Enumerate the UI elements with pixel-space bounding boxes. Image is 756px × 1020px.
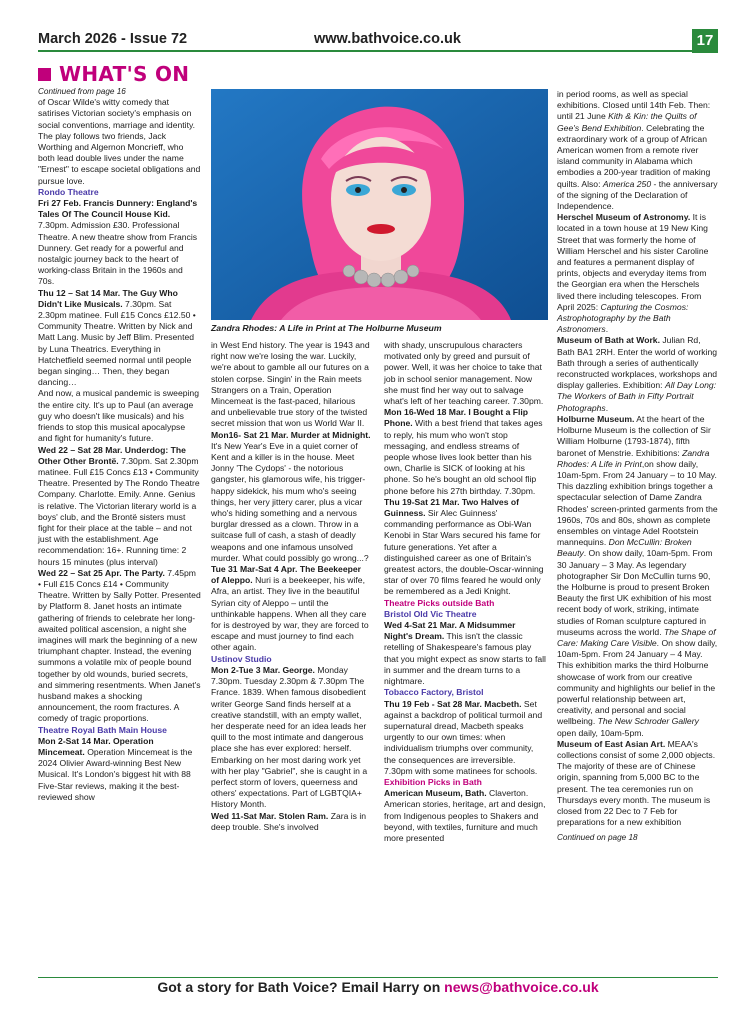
- event-title: Wed 22 – Sat 25 Apr. The Party.: [38, 567, 165, 578]
- event-listing: [384, 497, 546, 598]
- event-details: Monday 7.30pm. Tuesday 2.30pm & 7.30pm The France. 1839. When famous disobedient writer George Sand finds herself at a creative standstill, with an empty wallet, her desperate need for an idea leads her quill to the most intimate and dangerous place she has ever explored: herself. Embarking on her most daring work yet with her play "Gabriel", she is caught in a perfect storm of lovers, queerness and others' expectations. Part of LGBTQIA+ History Month.: [211, 664, 368, 810]
- picks-heading: Exhibition Picks in Bath: [384, 776, 482, 787]
- event-details: Set against a backdrop of political turmoil and supernatural dread, Macbeth speaks urgently to our own times: when individualism triumphs over community, the consequences are irreversible. 7.30pm with some matinees for schools.: [384, 698, 543, 776]
- section-heading: [38, 62, 189, 86]
- article-paragraph: And now, a musical pandemic is sweeping the entire city. It's up to Paul (an average guy who doesn't like musicals) and his friends to stop this musical apocalypse and fight for humanity's future.: [38, 388, 199, 444]
- event-title: Thu 19-Sat 21 Mar. Two Halves of Guinness.: [384, 496, 519, 519]
- event-listing: [38, 288, 201, 389]
- event-details: Nuri is a beekeeper, his wife, Afra, an artist. They live in the beautiful Syrian city of Aleppo – until the unthinkable happens. When all they care for is destroyed by war, they are forced to escape and must journey to find each other again.: [211, 575, 369, 653]
- page-footer: [0, 979, 756, 995]
- column-3: [384, 340, 546, 844]
- exhibition-title: America 250: [602, 178, 652, 189]
- event-title: Wed 11-Sat Mar. Stolen Ram.: [211, 810, 329, 821]
- exhibition-title: Zandra Rhodes: A Life in Print: [557, 447, 710, 469]
- event-title: Mon 16-Wed 18 Mar. I Bought a Flip Phone.: [384, 407, 529, 429]
- article-paragraph: [557, 89, 719, 212]
- event-title: Thu 12 – Sat 14 Mar. The Guy Who Didn't Like Musicals.: [38, 287, 178, 309]
- footer-email-link[interactable]: news@bathvoice.co.uk: [444, 979, 599, 995]
- text-run: in period rooms, as well as special exhibitions. Closed until 14th Feb. Then: until 21 June: [557, 89, 711, 122]
- event-listing: [211, 430, 371, 564]
- continued-from-label: Continued from page 16: [38, 87, 126, 96]
- event-listing: [38, 445, 201, 568]
- event-listing: [384, 788, 546, 844]
- museum-name: Museum of East Asian Art.: [557, 738, 666, 749]
- museum-name: Museum of Bath at Work.: [557, 335, 660, 346]
- event-title: Thu 19 Feb - Sat 28 Mar. Macbeth.: [384, 698, 522, 709]
- footer-divider: [38, 977, 718, 978]
- exhibition-title: The New Schroder Gallery: [597, 716, 699, 727]
- event-title: Mon16- Sat 21 Mar. Murder at Midnight.: [211, 429, 371, 440]
- venue-heading: Ustinov Studio: [211, 653, 272, 664]
- square-bullet-icon: [38, 68, 51, 81]
- event-details: Zara is in deep trouble. She's involved: [211, 810, 367, 832]
- footer-text: Got a story for Bath Voice? Email Harry on: [157, 979, 445, 995]
- event-details: Operation Mincemeat is the 2024 Olivier Award-winning Best New Musical. It's London's biggest hit with 88 Five-Star reviews, making it the best-reviewed show: [38, 746, 193, 802]
- page-header: [0, 0, 756, 56]
- museum-name: Herschel Museum of Astronomy.: [557, 212, 691, 223]
- museum-details: It is located in a town house at 19 New King Street that was formerly the home of William Herschel and his sister Caroline and features a permanent display of prints, objects and everyday items from the Georgian era when the Herschels lived there including telescopes. From April 2025:: [557, 212, 709, 312]
- event-listing: [384, 407, 546, 497]
- header-divider: [38, 50, 718, 52]
- exhibition-title: Kith & Kin: the Quilts of Gee's Bend Exhibition: [557, 111, 697, 133]
- event-details: Sir Alec Guinness' commanding performance as Obi-Wan Kenobi in Star Wars secured his fame for future generations. Yet after a distinguished career as one of Britain's greatest actors, the double-Oscar-winning star of over 70 films feared he would only be remembered as a Jedi Knight.: [384, 508, 544, 597]
- exhibition-title: Don McCullin: Broken Beauty: [557, 537, 692, 559]
- exhibition-title: The Shape of Care: Making Care Visible: [557, 626, 716, 648]
- event-title: Mon 2-Sat 14 Mar. Operation Mincemeat.: [38, 735, 154, 757]
- page-number: 17: [692, 29, 718, 53]
- exhibition-title: Capturing the Cosmos: Astrophotography by the Bath Astronomers: [557, 301, 689, 335]
- column-4: [557, 89, 719, 844]
- article-paragraph: in West End history. The year is 1943 and right now we're losing the war. Luckily, we're about to gamble all our futures on a stolen corpse. Singin' in the Rain meets Strangers on a Train, Operation Mincemeat is the fast-paced, hilarious and unbelievable true story of the twisted secret mission that won us World War II.: [211, 340, 370, 429]
- event-listing: [211, 665, 371, 811]
- museum-details: . On show daily, 10am-5pm. From 24 January – 4 May. This exhibition marks the third Holburne showcase of work from our creative community and highlights our belief in the powerful relationship between art, creativity, and personal and social wellbeing.: [557, 637, 718, 727]
- venue-heading: Rondo Theatre: [38, 186, 99, 197]
- event-details: 7.30pm. Admission £30. Professional Theatre. A new theatre show from Francis Dunnery. Get ready for a powerful and nostalgic journey back to the heart of working-class Britain in the 1960s and 70s.: [38, 220, 198, 287]
- event-title: American Museum, Bath.: [384, 788, 487, 799]
- event-listing: [38, 568, 201, 725]
- article-paragraph: of Oscar Wilde's witty comedy that satirises Victorian society's emphasis on social conventions, marriage and identity. The play follows two friends, Jack Worthing and Algernon Moncrieff, who both lead double lives under the name "Ernest" to escape societal obligations and pursue love.: [38, 97, 201, 186]
- article-paragraph: with shady, unscrupulous characters motivated only by greed and pursuit of power. Well, it was her choice to take that job in school senior management. Now she must find her way out to salvage what's left of her teaching career. 7.30pm.: [384, 340, 544, 407]
- museum-listing: [557, 414, 719, 739]
- event-details: It's New Year's Eve in a quiet corner of Kent and a killer is in the house. Meet Jonny 'The Cydops' - the notorious gangster, his glamorous wife, his trigger-happy sidekick, his mum who's seeing things, her very jittery carer, plus a vicar who's hiding something and a nervous burglar dressed as a clown. Throw in a suitcase full of cash, a stash of deadly weapons and one infamous unsolved murder. What could possibly go wrong...?: [211, 440, 369, 563]
- event-listing: [211, 811, 371, 833]
- photo-caption: Zandra Rhodes: A Life in Print at The Holburne Museum: [211, 323, 442, 333]
- exhibition-title: All Day Long: The Workers of Bath in Fifty Portrait Photographs: [557, 380, 717, 413]
- museum-details: ,on show daily, 10am-5pm. From 24 January – to 10 May. This dazzling exhibition brings together a spectacular selection of Dame Zandra Rhodes' screen-printed garments from the 1960s, 70s and 80s, shown as complete ensembles on vintage Adel Rootstein mannequins.: [557, 458, 718, 548]
- event-listing: [211, 564, 371, 654]
- event-details: Claverton. American stories, heritage, art and design, from Indigenous peoples to Shakers and beyond, with textiles, furniture and much more presented: [384, 788, 546, 843]
- museum-details: . On show daily, 10am-5pm. From 30 January – 3 May. As legendary photographer Sir Don McCullin turns 90, the Holburne is proud to present Broken Beauty the first UK exhibition of his most recent body of work, striking, intimate studies of Roman sculpture captured in museums across the world.: [557, 548, 713, 637]
- event-details: 7.30pm. Sat 2.30pm matinee. Full £15 Concs £12.50 • Community Theatre. Written by Nick and Matt Lang. Music by Jeff Blim. Presented by Luna Theatrics. Everything in Hatchetfield seemed normal until people began singing… Then, they began dancing…: [38, 298, 196, 388]
- museum-name: Holburne Museum.: [557, 413, 635, 424]
- event-title: Tue 31 Mar-Sat 4 Apr. The Beekeeper of Aleppo.: [211, 564, 361, 586]
- portrait-illustration: [211, 89, 548, 320]
- picks-heading: Theatre Picks outside Bath: [384, 597, 495, 608]
- event-details: 7.30pm. Sat 2.30pm matinee. Full £15 Concs £13 • Community Theatre. Presented by The Rondo Theatre Company. Charlotte. Emily. Anne. Genius is relative. The Victorian literary world is a boys' club, and the Brontë sisters must fight for their place at the table – and not just with the establishment. Age recommendation: 16+. Running time: 2 hours 15 minutes (plus interval): [38, 455, 200, 567]
- event-title: Fri 27 Feb. Francis Dunnery: England's Tales Of The Council House Kid.: [38, 198, 198, 220]
- museum-listing: Herschel Museum of Astronomy. It is located in a town house at 19 New King Street that was formerly the home of William Herschel and his sister Caroline and features a permanent display of prints, objects and everyday items from the Georgian era when the Herschels lived there including telescopes. From April 2025: Capturing the Cosmos: Astrophotography by the Bath Astronomers.: [557, 212, 709, 335]
- venue-heading: Tobacco Factory, Bristol: [384, 687, 484, 698]
- museum-listing: [557, 739, 719, 829]
- event-title: Wed 4-Sat 21 Mar. A Midsummer Night's Dream.: [384, 620, 516, 642]
- text-run: . Celebrating the extraordinary work of a group of African American women from a remote river island community in Alabama which embodies a 200-year tradition of making quilts. Also:: [557, 122, 711, 189]
- event-listing: [384, 699, 546, 777]
- section-title: WHAT'S ON: [59, 62, 190, 86]
- column-1: [38, 86, 201, 803]
- museum-listing: Museum of Bath at Work. Julian Rd, Bath BA1 2RH. Enter the world of working Bath through a series of authentically reconstructed workplaces, workshops and display galleries. Exhibition: All Day Long: The Workers of Bath in Fifty Portrait Photographs.: [557, 335, 718, 413]
- continued-on-label: Continued on page 18: [557, 833, 638, 843]
- event-details: With a best friend that takes ages to reply, his mum who won't stop messaging, and endless streams of people whose lives look better than his own, Charlie is SICK of looking at his phone. So he's bought an old school flip phone before his 27th birthday. 7.30pm.: [384, 418, 543, 496]
- event-details: This isn't the classic retelling of Shakespeare's famous play that you might expect as snow starts to fall in summer and the dream turns to a nightmare.: [384, 631, 546, 687]
- website-url[interactable]: www.bathvoice.co.uk: [314, 31, 461, 47]
- event-details: 7.45pm • Full £15 Concs £14 • Community Theatre. Written by Sally Potter. Presented by Platform 8. Janet hosts an intimate gathering of friends to celebrate her long-awaited political ascension, a night she imagines will mark the beginning of a new triumphant chapter. Instead, the evening summons a volatile mix of people bound together by old wounds, buried secrets, and simmering resentments. When Janet's husband makes a shocking announcement, the room fractures. A comedy of tragic proportions.: [38, 567, 201, 724]
- portrait-photo: [211, 89, 548, 320]
- museum-details: Julian Rd, Bath BA1 2RH. Enter the world of working Bath through a series of authentically reconstructed workplaces, workshops and display galleries. Exhibition:: [557, 335, 718, 391]
- issue-label: March 2026 - Issue 72: [38, 31, 188, 47]
- text-run: - the anniversary of the signing of the Declaration of Independence.: [557, 178, 718, 212]
- museum-details: At the heart of the Holburne Museum is the collection of Sir William Holburne (1793-1874), fifth baronet of Menstrie. Exhibitions:: [557, 413, 711, 458]
- museum-details: open daily, 10am-5pm.: [557, 727, 644, 738]
- column-2: [211, 340, 371, 833]
- venue-heading: Bristol Old Vic Theatre: [384, 608, 477, 619]
- event-title: Mon 2-Tue 3 Mar. George.: [211, 664, 315, 675]
- event-title: Wed 22 – Sat 28 Mar. Underdog: The Other Other Brontë.: [38, 444, 186, 466]
- venue-heading: Theatre Royal Bath Main House: [38, 724, 167, 735]
- event-listing: [38, 198, 201, 288]
- event-listing: [384, 620, 546, 687]
- museum-details: MEAA's collections consist of some 2,000 objects. The majority of these are of Chinese origin, spanning from 5,000 BC to the present. The tea ceremonies run on Thursdays every month. The museum is closed from 22 Dec to 7 Feb for preparations for a new exhibition: [557, 738, 716, 828]
- event-listing: [38, 736, 201, 803]
